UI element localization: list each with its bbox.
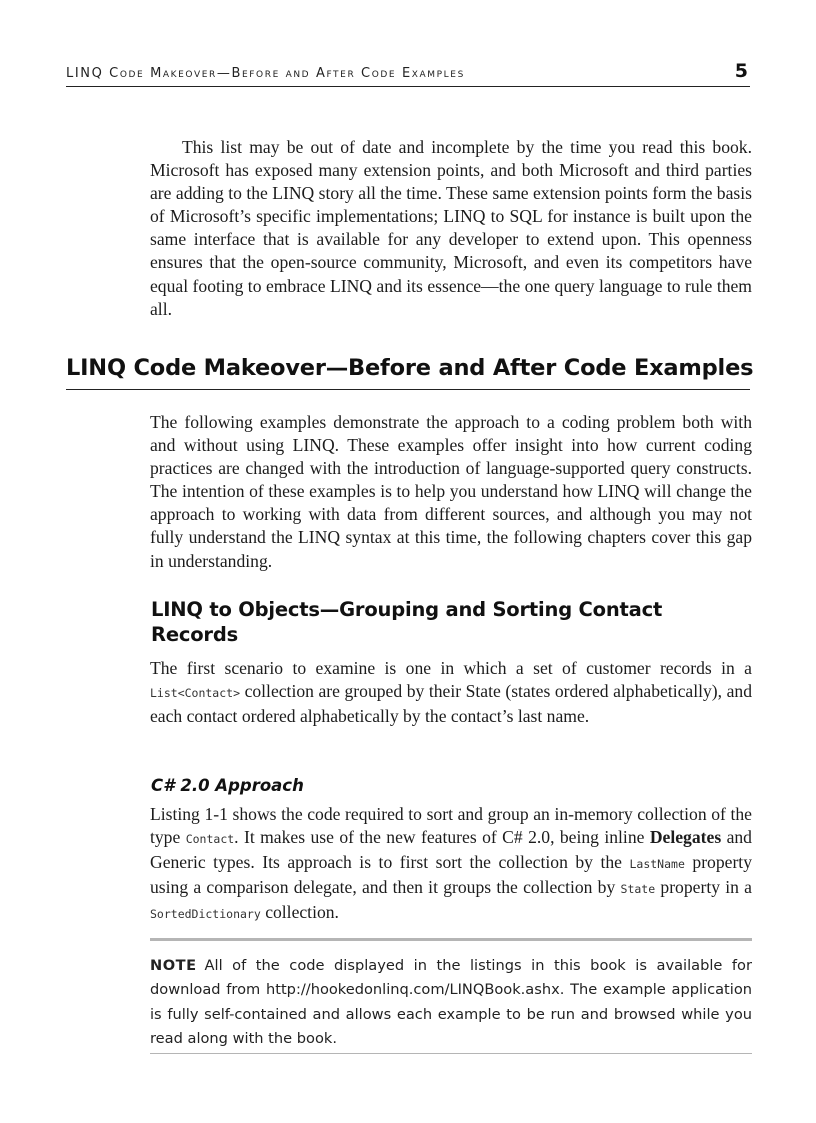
approach-text-2: . It makes use of the new features of C# 2.0, being inline	[234, 827, 645, 848]
bold-delegates: Delegates	[649, 827, 722, 848]
subsection-heading: LINQ to Objects—Grouping and Sorting Contact Records	[151, 598, 663, 646]
code-lastname: LastName	[629, 857, 685, 872]
running-head-title: LINQ Code Makeover—Before and After Code Examples	[66, 66, 465, 81]
subsection-text-1: The first scenario to examine is one in which a set of customer records in a	[150, 658, 752, 678]
section-paragraph: The following examples demonstrate the approach to a coding problem both with and without using LINQ. These examples offer insight into how current coding practices are changed with the introduction of language-supported query constructs. The intention of these examples is to help you understand how LINQ will change the approach to working with data from different sources, and although you may not fully understand the LINQ syntax at this time, the following chapters cover this gap in understanding.	[150, 412, 752, 571]
note-box	[150, 938, 752, 1054]
approach-text-6: collection.	[265, 902, 339, 923]
subsection-text-2: collection are grouped by their State (states ordered alphabetically), and each contact ordered alphabetically by the contact’s last name.	[150, 681, 752, 727]
code-state: State	[620, 882, 656, 897]
code-contact: Contact	[185, 832, 235, 847]
section-heading: LINQ Code Makeover—Before and After Code Examples	[66, 355, 750, 390]
approach-text-3: and Generic types. Its approach is to first sort the collection by the	[150, 827, 752, 873]
note-text: All of the code displayed in the listings in this book is available for download from http://hookedonlinq.com/LINQBook.ashx. The example application is fully self-contained and allows each example to be run and browsed while you read along with the book.	[150, 957, 752, 1047]
intro-paragraph: This list may be out of date and incomplete by the time you read this book. Microsoft has exposed many extension points, and both Microsoft and third parties are adding to the LINQ story all the time. These same extension points form the basis of Microsoft’s specific implementations; LINQ to SQL for instance is built upon the same interface that is available for any developer to extend upon. This openness ensures that the open-source community, Microsoft, and even its competitors have equal footing to embrace LINQ and its essence—the one query language to rule them all.	[150, 137, 752, 319]
note-paragraph	[150, 941, 752, 1051]
subsection-paragraph	[150, 657, 752, 728]
approach-heading: C# 2.0 Approach	[151, 776, 304, 795]
code-sorteddictionary: SortedDictionary	[150, 907, 261, 922]
approach-paragraph	[150, 803, 752, 926]
approach-text-1: Listing 1-1 shows the code required to sort and group an in-memory collection of the type	[150, 804, 752, 848]
running-head	[66, 60, 750, 87]
note-label: NOTE	[150, 957, 197, 974]
approach-text-5: property in a	[660, 877, 752, 898]
page-number: 5	[734, 60, 748, 82]
code-list-contact: List<Contact>	[150, 686, 241, 701]
approach-text-4: property using a comparison delegate, and then it groups the collection by	[150, 852, 752, 898]
